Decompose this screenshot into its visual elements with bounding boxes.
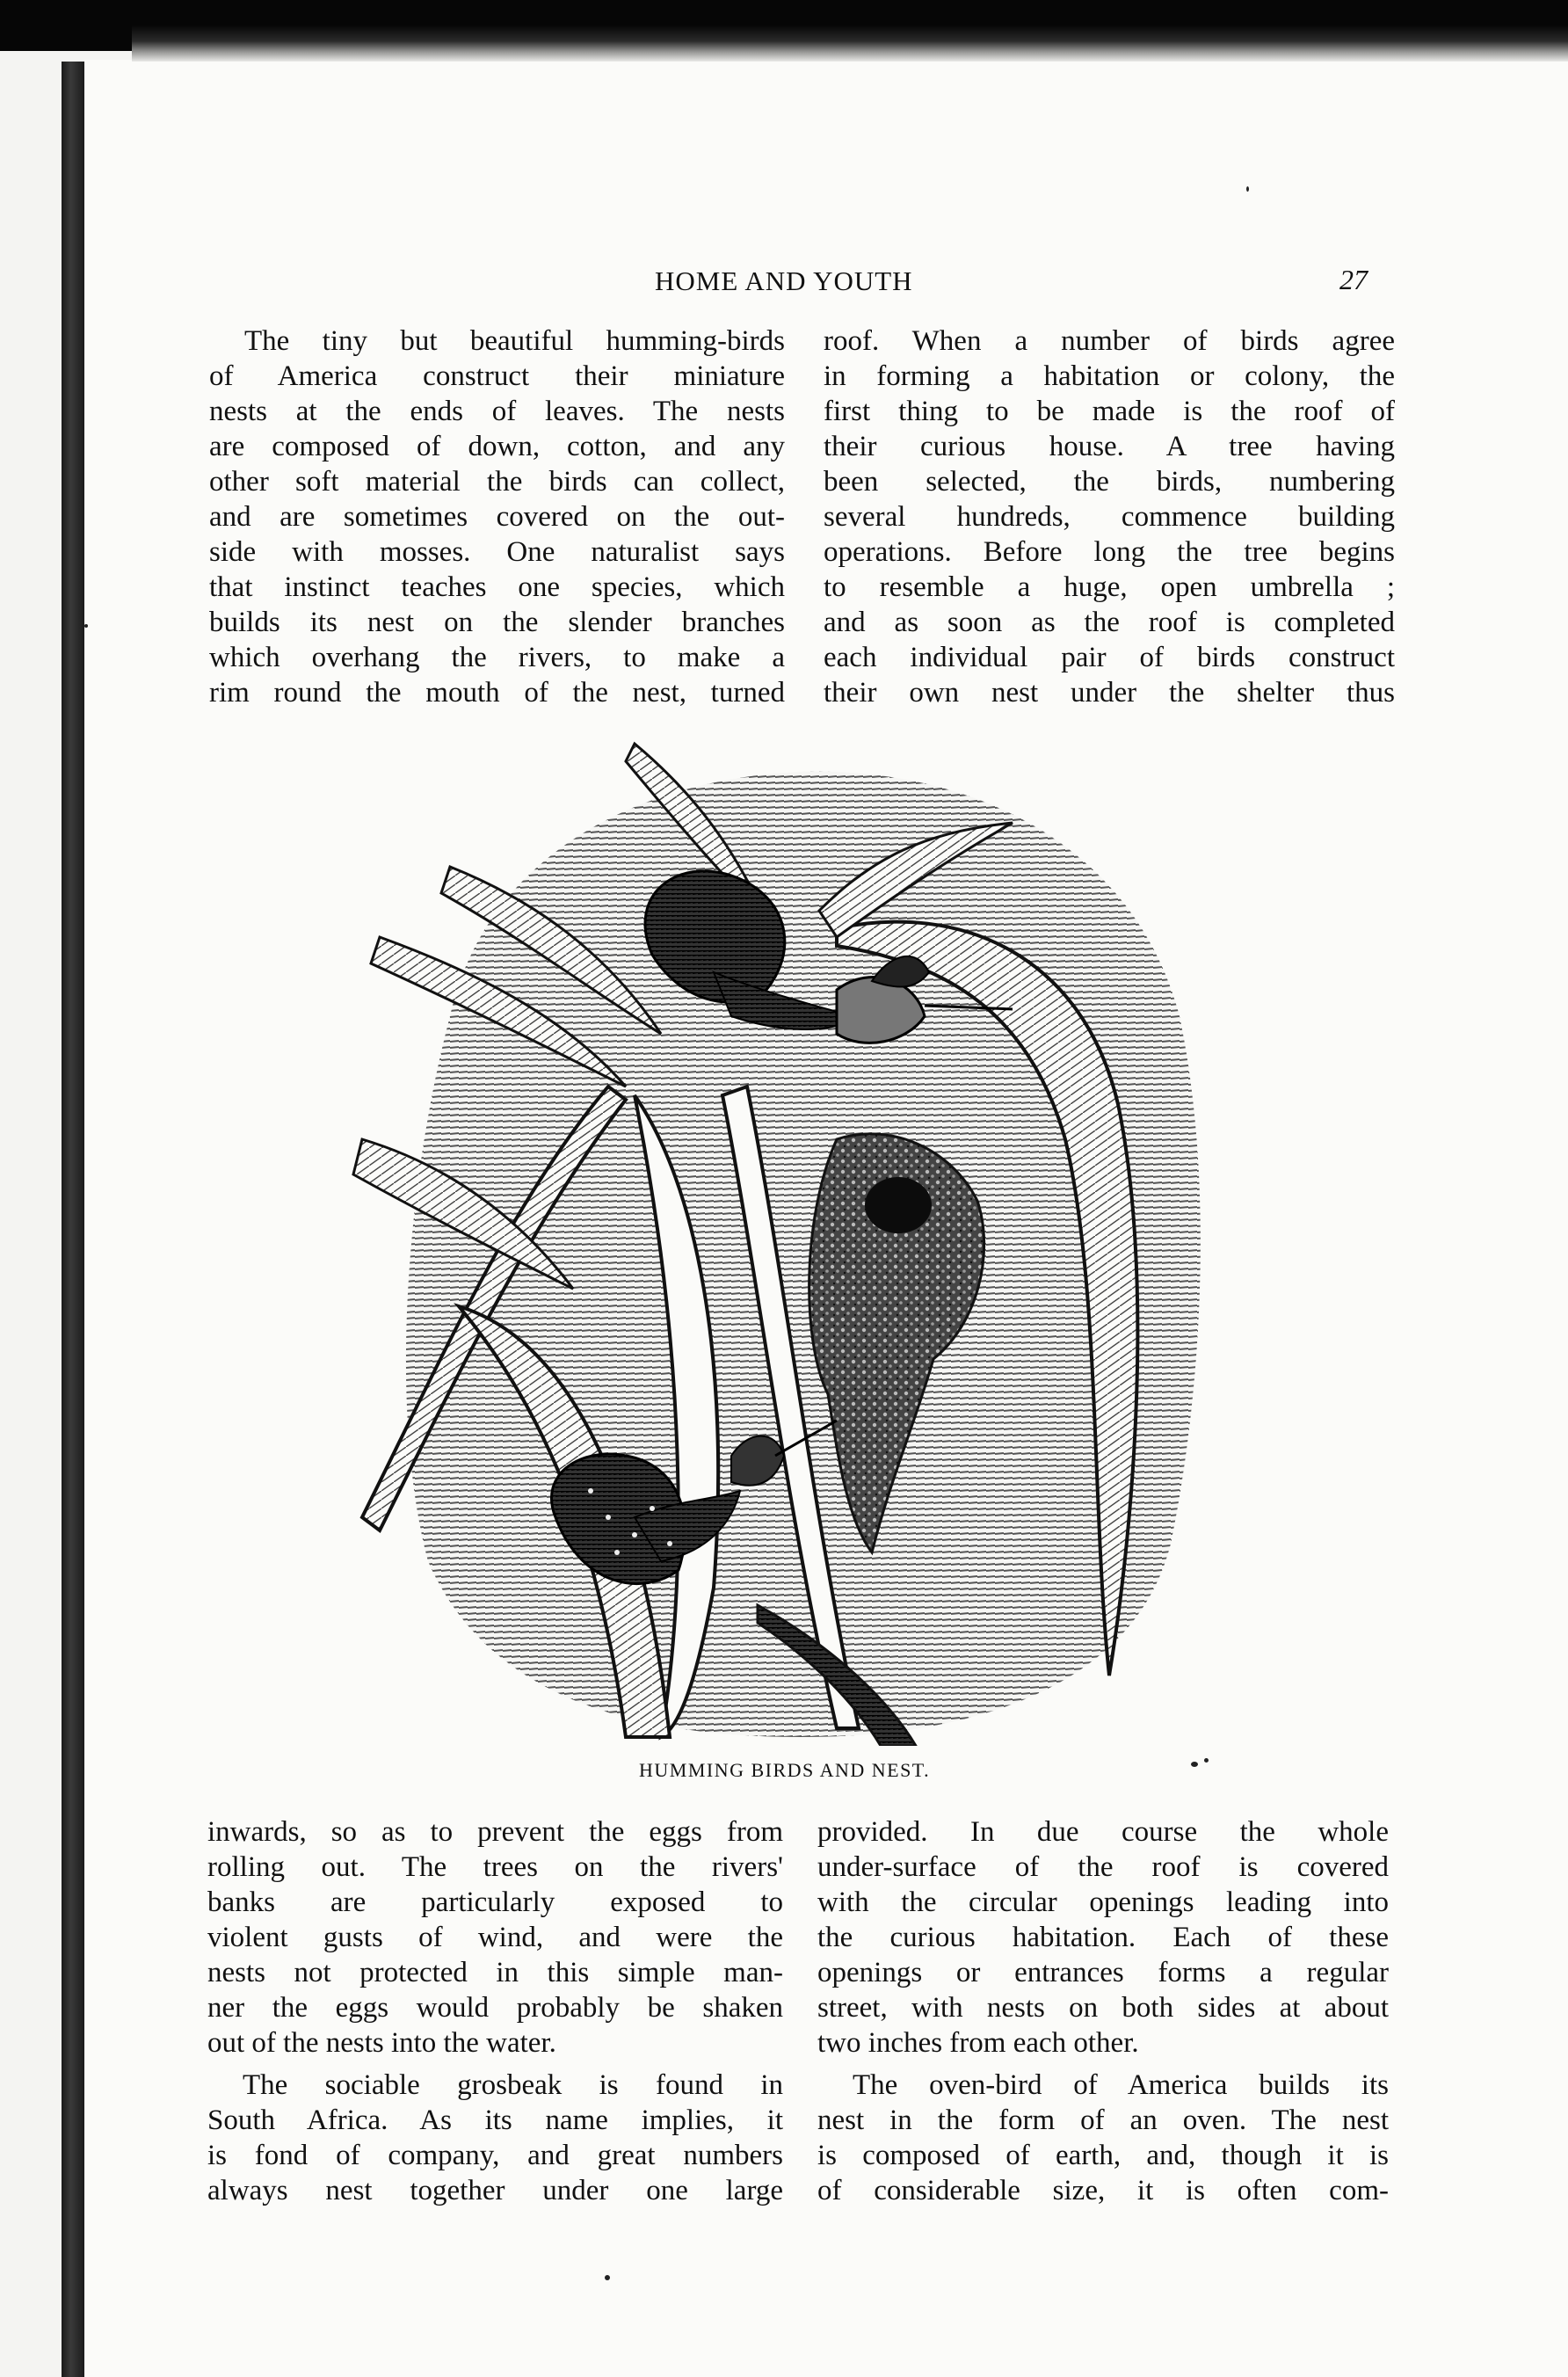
text-line: ner the eggs would probably be shaken bbox=[207, 1992, 783, 2024]
text-line: rolling out. The trees on the rivers' bbox=[207, 1851, 783, 1883]
text-column-right-top bbox=[824, 323, 1395, 710]
text-line: violent gusts of wind, and were the bbox=[207, 1922, 783, 1953]
text-line: the curious habitation. Each of these bbox=[817, 1922, 1389, 1953]
text-line: two inches from each other. bbox=[817, 2027, 1139, 2059]
text-line: always nest together under one large bbox=[207, 2175, 783, 2206]
text-line: provided. In due course the whole bbox=[817, 1816, 1389, 1848]
text-line: rim round the mouth of the nest, turned bbox=[209, 677, 785, 709]
text-line: in forming a habitation or colony, the bbox=[824, 360, 1395, 392]
paragraph bbox=[207, 2068, 783, 2208]
ink-speck bbox=[84, 624, 88, 628]
text-line: under-surface of the roof is covered bbox=[817, 1851, 1389, 1883]
text-line: are composed of down, cotton, and any bbox=[209, 431, 785, 462]
text-line: is fond of company, and great numbers bbox=[207, 2140, 783, 2171]
text-line: of considerable size, it is often com- bbox=[817, 2175, 1389, 2206]
text-line: South Africa. As its name implies, it bbox=[207, 2104, 783, 2136]
text-line: their curious house. A tree having bbox=[824, 431, 1395, 462]
text-line: openings or entrances forms a regular bbox=[817, 1957, 1389, 1988]
text-line: is composed of earth, and, though it is bbox=[817, 2140, 1389, 2171]
paragraph bbox=[207, 1814, 783, 2061]
text-line: banks are particularly exposed to bbox=[207, 1886, 783, 1918]
text-column-left-top bbox=[209, 323, 785, 710]
text-line: of America construct their miniature bbox=[209, 360, 785, 392]
text-line: The tiny but beautiful humming-birds bbox=[244, 325, 785, 357]
text-line: and are sometimes covered on the out- bbox=[209, 501, 785, 533]
text-line: The sociable grosbeak is found in bbox=[243, 2069, 783, 2101]
book-gutter bbox=[62, 62, 84, 2377]
text-line: with the circular openings leading into bbox=[817, 1886, 1389, 1918]
text-line: first thing to be made is the roof of bbox=[824, 396, 1395, 427]
running-head: HOME AND YOUTH bbox=[655, 265, 913, 296]
engraving-image bbox=[345, 726, 1259, 1746]
text-line: operations. Before long the tree begins bbox=[824, 536, 1395, 568]
text-line: inwards, so as to prevent the eggs from bbox=[207, 1816, 783, 1848]
text-line: each individual pair of birds construct bbox=[824, 642, 1395, 673]
text-line: been selected, the birds, numbering bbox=[824, 466, 1395, 498]
page-top-edge bbox=[132, 25, 1568, 62]
text-line: side with mosses. One naturalist says bbox=[209, 536, 785, 568]
ink-speck bbox=[605, 2275, 610, 2280]
paragraph bbox=[209, 323, 785, 710]
text-line: street, with nests on both sides at about bbox=[817, 1992, 1389, 2024]
text-line: their own nest under the shelter thus bbox=[824, 677, 1395, 709]
text-line: and as soon as the roof is completed bbox=[824, 607, 1395, 638]
ink-speck bbox=[1246, 186, 1249, 192]
text-line: out of the nests into the water. bbox=[207, 2027, 556, 2059]
nest-opening bbox=[865, 1177, 932, 1233]
paragraph bbox=[817, 2068, 1389, 2208]
text-line: that instinct teaches one species, which bbox=[209, 571, 785, 603]
text-column-left-bottom bbox=[207, 1814, 783, 2208]
text-line: other soft material the birds can collect, bbox=[209, 466, 785, 498]
text-line: several hundreds, commence building bbox=[824, 501, 1395, 533]
ink-speck bbox=[1191, 1762, 1198, 1767]
text-line: nest in the form of an oven. The nest bbox=[817, 2104, 1389, 2136]
paragraph bbox=[817, 1814, 1389, 2061]
figure-caption: HUMMING BIRDS AND NEST. bbox=[639, 1759, 931, 1781]
text-line: nests at the ends of leaves. The nests bbox=[209, 396, 785, 427]
ink-speck bbox=[1204, 1758, 1209, 1763]
text-line: which overhang the rivers, to make a bbox=[209, 642, 785, 673]
text-line: to resemble a huge, open umbrella ; bbox=[824, 571, 1395, 603]
text-line: nests not protected in this simple man- bbox=[207, 1957, 783, 1988]
text-line: roof. When a number of birds agree bbox=[824, 325, 1395, 357]
text-line: The oven-bird of America builds its bbox=[853, 2069, 1389, 2101]
page-number: 27 bbox=[1339, 264, 1368, 295]
engraving-humming-birds-nest bbox=[345, 726, 1259, 1746]
paragraph bbox=[824, 323, 1395, 710]
text-line: builds its nest on the slender branches bbox=[209, 607, 785, 638]
text-column-right-bottom bbox=[817, 1814, 1389, 2208]
